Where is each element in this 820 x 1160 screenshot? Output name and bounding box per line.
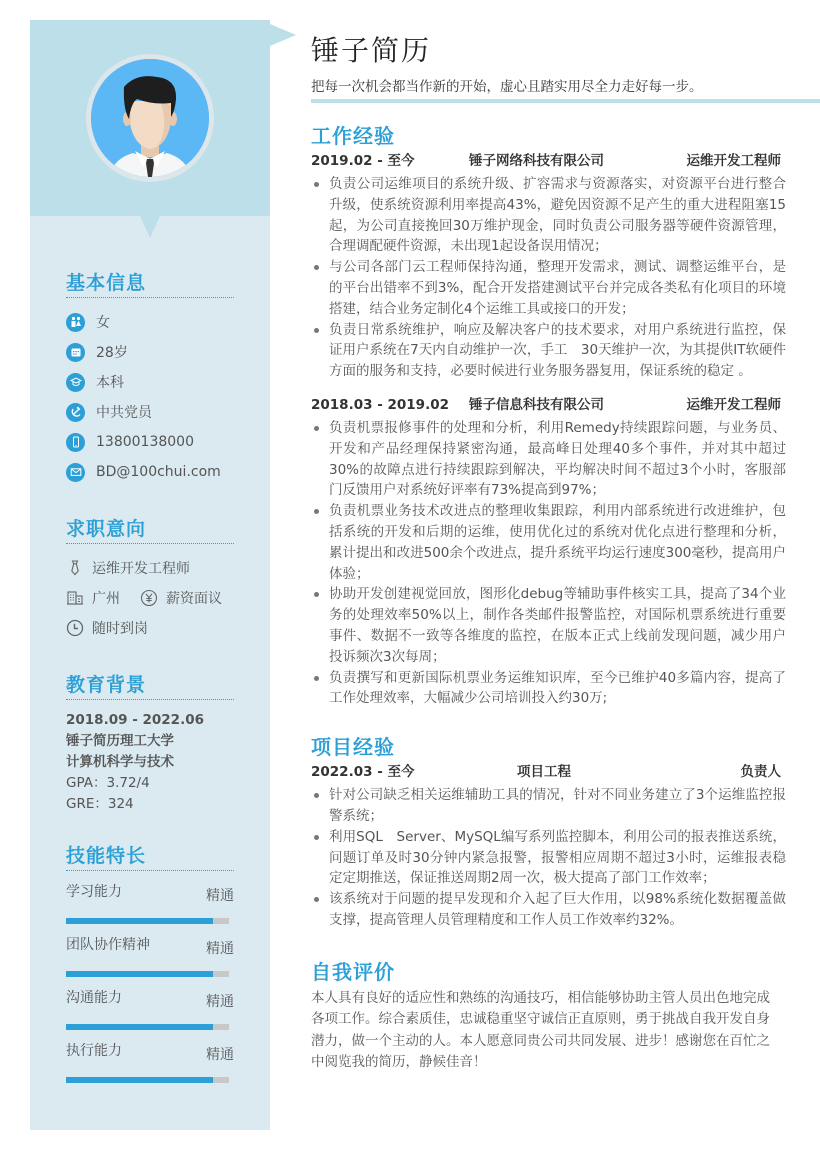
entry-bullets [311,174,786,382]
intent-position [66,553,234,583]
skills-list [66,881,234,1083]
entry-bullets [311,418,786,709]
bullet-item: 负责机票报修事件的处理和分析，利用Remedy持续跟踪问题，与业务员、开发和产品经理保持紧密沟通，最高峰日处理40多个事件，并对其中超过30%的故障点进行持续跟踪到解决，平均解决时间不超过3个小时，客服部门反馈用户对系统好评率有73%提高到97%； [311,418,786,501]
skill-header [66,987,234,1009]
skills-section [66,841,234,1083]
skill-level: 精通 [206,888,234,904]
phone-value: 13800138000 [96,434,194,450]
job-intent-section [66,514,234,643]
education-school: 锤子简历理工大学 [66,733,174,749]
motto: 把每一次机会都当作新的开始，虚心且踏实用尽全力走好每一步。 [311,79,703,95]
skill-level: 精通 [206,1047,234,1063]
city-value: 广州 [92,591,120,607]
sidebar-notch-down [140,216,160,238]
intent-availability [66,613,234,643]
email-value: BD@100chui.com [96,464,221,480]
project-list [311,761,820,931]
job-intent-title: 求职意向 [66,514,234,544]
clock-icon [66,619,84,637]
degree-value: 本科 [96,375,124,391]
skill-progress-bar [66,1024,229,1030]
tie-icon [66,559,84,577]
education-section [66,670,234,815]
self-eval-section [311,958,820,1074]
calendar-icon [66,343,85,362]
entry-role: 运维开发工程师 [686,396,781,413]
skill-progress-bar [66,918,229,924]
skill-header [66,1040,234,1062]
bullet-item: 负责日常系统维护，响应及解决客户的技术要求，对用户系统进行监控，保证用户系统在7天内自动维护一次，手工 30天维护一次，为其提供IT软硬件方面的服务和支持，必要时候进行业务服务器复用，保证系统的稳定 。 [311,320,786,382]
work-section [311,122,820,709]
entry-org: 锤子网络科技有限公司 [469,153,604,169]
bullet-item: 与公司各部门云工程师保持沟通，整理开发需求，测试、调整运维平台，是的平台出错率不到3%，配合开发搭建测试平台并完成各类私有化项目的环境搭建，结合业务定制化4个运维工具或接口的开发； [311,257,786,319]
job-entry [311,150,820,382]
skill-progress-fill [66,1024,213,1030]
position-value: 运维开发工程师 [92,561,190,577]
entry-role: 负责人 [740,764,781,781]
mail-icon [66,463,85,482]
info-phone [66,427,234,457]
bullet-item: 针对公司缺乏相关运维辅助工具的情况，针对不同业务建立了3个运维监控报警系统； [311,785,786,827]
education-major: 计算机科学与技术 [66,754,174,770]
project-entry [311,761,820,931]
salary-value: 薪资面议 [166,591,222,607]
job-list [311,150,820,709]
entry-bullets [311,785,786,931]
info-politics [66,397,234,427]
skill-progress-fill [66,971,213,977]
entry-role: 运维开发工程师 [686,153,781,169]
job-entry [311,394,820,709]
education-gpa: GPA：3.72/4 [66,775,150,791]
phone-icon [66,433,85,452]
bullet-item: 利用SQL Server、MySQL编写系列监控脚本，利用公司的报表推送系统，问题订单及时30分钟内紧急报警，报警相应周期不超过3小时，运维报表稳定定期推送，保证推送周期2周一次，极大提高了部门工作效率； [311,827,786,889]
skill-level: 精通 [206,941,234,957]
avatar [86,54,214,182]
skill-header [66,881,234,903]
sidebar-header [30,20,270,216]
info-age [66,337,234,367]
skill-progress-bar [66,1077,229,1083]
bullet-item: 负责公司运维项目的系统升级、扩容需求与资源落实，对资源平台进行整合升级，使系统资源利用率提高43%，避免因资源不足产生的重大进程阻塞15起，为公司直接挽回30万维护现金，同时负责公司服务器等硬件资源管理，合理调配硬件资源，未出现1起设备误用情况； [311,174,786,257]
hammer-sickle-icon [66,403,85,422]
skill-item [66,987,234,1030]
self-eval-text: 本人具有良好的适应性和熟练的沟通技巧，相信能够协助主管人员出色地完成各项工作。综合素质佳，忠诚稳重坚守诚信正直原则，勇于挑战自我开发自身潜力，做一个主动的人。本人愿意同贵公司共同发展、进步！感谢您在百忙之中阅览我的简历，静候佳音！ [311,989,770,1071]
entry-header [311,150,781,172]
entry-period: 2018.03 - 2019.02 [311,396,449,413]
male-avatar-icon [91,59,209,177]
building-icon [66,589,84,607]
education-gre: GRE：324 [66,796,134,812]
entry-org: 项目工程 [517,764,571,781]
skill-progress-fill [66,1077,213,1083]
bullet-item: 该系统对于问题的提早发现和介入起了巨大作用，以98%系统化数据覆盖做支撑，提高管理人员管理精度和工作人员工作效率约32%。 [311,889,786,931]
bullet-item: 负责撰写和更新国际机票业务运维知识库，至今已维护40多篇内容，提高了工作处理效率，大幅减少公司培训投入约30万; [311,668,786,710]
entry-header [311,761,781,783]
entry-org: 锤子信息科技有限公司 [469,396,604,413]
education-block [66,710,234,815]
bullet-item: 负责机票业务技术改进点的整理收集跟踪，利用内部系统进行改进维护，包括系统的开发和后期的运维，使用优化过的系统对优化点进行整理和分析，累计提出和改进500余个改进点，提升系统平均运行速度300毫秒，提高用户体验； [311,501,786,584]
graduation-cap-icon [66,373,85,392]
self-eval-title: 自我评价 [311,959,395,984]
availability-value: 随时到岗 [92,621,148,637]
info-email [66,457,234,487]
education-period: 2018.09 - 2022.06 [66,712,204,728]
skills-title: 技能特长 [66,841,234,871]
entry-period: 2022.03 - 至今 [311,764,415,781]
skill-item [66,1040,234,1083]
gender-value: 女 [96,315,110,331]
gender-icon [66,313,85,332]
skill-name: 执行能力 [66,1043,122,1059]
info-degree [66,367,234,397]
skill-name: 沟通能力 [66,990,122,1006]
sidebar [30,20,270,1130]
skill-item [66,934,234,977]
skill-level: 精通 [206,994,234,1010]
projects-title: 项目经验 [311,735,395,760]
entry-period: 2019.02 - 至今 [311,153,415,169]
politics-value: 中共党员 [96,405,152,421]
bullet-item: 协助开发创建视觉回放，图形化debug等辅助事件核实工具，提高了34个业务的处理效率50%以上，制作各类邮件报警监控，对国际机票系统进行重要事件、数据不一致等各维度的监控，在版本正式上线前发现问题，减少用户投诉频次3次每周； [311,584,786,667]
sidebar-notch-right [270,24,296,46]
age-value: 28岁 [96,345,128,361]
basic-info-title: 基本信息 [66,268,234,298]
skill-item [66,881,234,924]
skill-name: 团队协作精神 [66,937,150,953]
info-gender [66,307,234,337]
resume-title: 锤子简历 [311,34,432,67]
projects-section [311,733,820,931]
entry-header [311,394,781,416]
basic-info-section [66,268,234,487]
main-content [311,30,820,1074]
skill-header [66,934,234,956]
basic-info-list [66,307,234,487]
intent-city-salary [66,583,234,613]
education-title: 教育背景 [66,670,234,700]
yen-icon [140,589,158,607]
skill-name: 学习能力 [66,884,122,900]
skill-progress-fill [66,918,213,924]
work-title: 工作经验 [311,124,395,148]
skill-progress-bar [66,971,229,977]
